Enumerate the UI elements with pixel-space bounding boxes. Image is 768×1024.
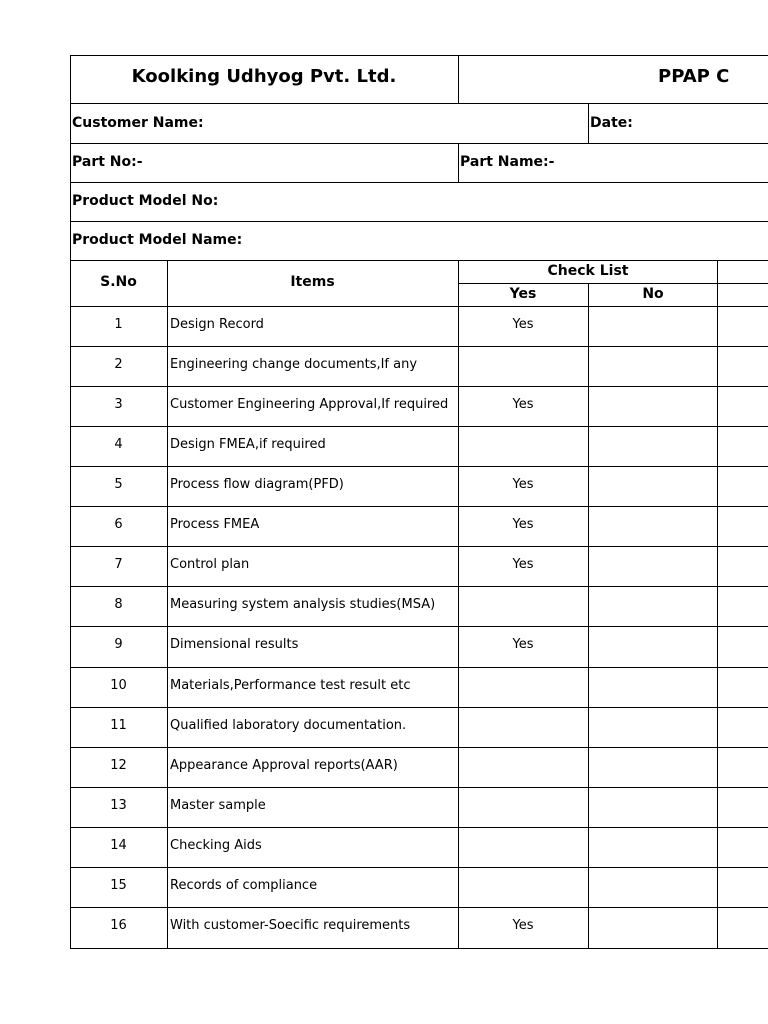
col-checklist-header: Check List — [547, 263, 629, 279]
table-row — [70, 546, 768, 586]
row-item: Checking Aids — [170, 838, 262, 853]
col-no-header: No — [642, 286, 664, 302]
row-yes: Yes — [512, 637, 534, 652]
part-no-label: Part No:- — [72, 154, 143, 170]
row-item: Design FMEA,if required — [170, 437, 326, 452]
document-title: PPAP C — [658, 66, 730, 87]
col-sno-header: S.No — [100, 274, 137, 290]
row-item: Qualified laboratory documentation. — [170, 718, 407, 733]
table-row — [70, 506, 768, 546]
ppap-checklist-sheet — [70, 55, 768, 949]
table-row — [70, 306, 768, 346]
header-divider — [458, 55, 459, 103]
table-row — [70, 667, 768, 707]
row-yes: Yes — [512, 317, 534, 332]
row-sno: 11 — [110, 718, 127, 733]
part-name-label: Part Name:- — [460, 154, 555, 170]
row-item: Customer Engineering Approval,If required — [170, 397, 449, 412]
row-yes: Yes — [512, 397, 534, 412]
row-yes: Yes — [512, 477, 534, 492]
row-item: Process FMEA — [170, 517, 260, 532]
row-sno: 1 — [114, 317, 123, 332]
row-item: Materials,Performance test result etc — [170, 678, 411, 693]
row-sno: 6 — [114, 517, 123, 532]
table-row — [70, 707, 768, 747]
row-item: Control plan — [170, 557, 250, 572]
row-sno: 7 — [114, 557, 123, 572]
row-sno: 8 — [114, 597, 123, 612]
row-item: Process flow diagram(PFD) — [170, 477, 344, 492]
table-row — [70, 586, 768, 626]
row-sno: 4 — [114, 437, 123, 452]
row-yes: Yes — [512, 918, 534, 933]
table-row — [70, 827, 768, 867]
table-row — [70, 907, 768, 947]
border-left — [70, 55, 71, 949]
table-row — [70, 626, 768, 666]
row-sno: 15 — [110, 878, 127, 893]
row-item: Appearance Approval reports(AAR) — [170, 758, 398, 773]
row-item: With customer-Soecific requirements — [170, 918, 411, 933]
product-model-no-label: Product Model No: — [72, 193, 219, 209]
customer-name-label: Customer Name: — [72, 115, 204, 131]
table-row — [70, 426, 768, 466]
col-yes-header: Yes — [509, 286, 537, 302]
row-item: Design Record — [170, 317, 264, 332]
row-sno: 3 — [114, 397, 123, 412]
row-sno: 9 — [114, 637, 123, 652]
table-row — [70, 466, 768, 506]
table-row — [70, 867, 768, 907]
border-bottom — [70, 948, 768, 949]
row-item: Engineering change documents,If any — [170, 357, 418, 372]
product-model-name-label: Product Model Name: — [72, 232, 243, 248]
row-sno: 2 — [114, 357, 123, 372]
row-sno: 5 — [114, 477, 123, 492]
row-item: Master sample — [170, 798, 266, 813]
table-row — [70, 747, 768, 787]
row-item: Records of compliance — [170, 878, 318, 893]
row-yes: Yes — [512, 517, 534, 532]
company-name: Koolking Udhyog Pvt. Ltd. — [131, 66, 397, 87]
border-top — [70, 55, 768, 56]
row-item: Measuring system analysis studies(MSA) — [170, 597, 436, 612]
row-yes: Yes — [512, 557, 534, 572]
row-sno: 13 — [110, 798, 127, 813]
col-items-header: Items — [290, 274, 335, 290]
row-item: Dimensional results — [170, 637, 299, 652]
table-row — [70, 346, 768, 386]
table-row — [70, 386, 768, 426]
row-sno: 10 — [110, 678, 127, 693]
row-sno: 16 — [110, 918, 127, 933]
date-label: Date: — [590, 115, 633, 131]
table-row — [70, 787, 768, 827]
row-sno: 12 — [110, 758, 127, 773]
row-sno: 14 — [110, 838, 127, 853]
